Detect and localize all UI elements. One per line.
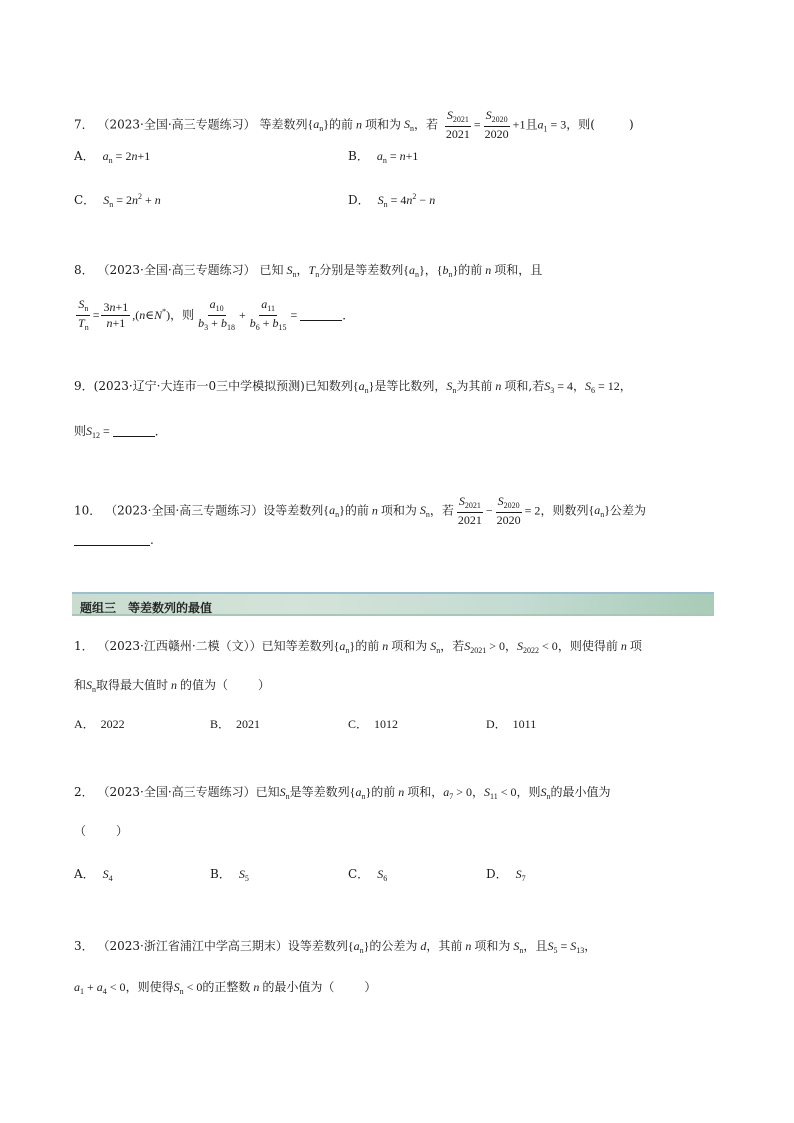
question-number: 2． (74, 785, 94, 799)
question-10: 10． （2023·全国·高三专题练习）设等差数列$\{a_n\}$的前 n 项和为 $S_n$，若 $\frac{S_{2021}}{2021}$ − $\frac{S_{2020}}{2020}$ = 2，则数列$\{a_n\}$公差为 (74, 494, 646, 527)
section-title: 题组三 等差数列的最值 (80, 601, 213, 615)
option-b[interactable]: B． $S_5$ (210, 867, 249, 883)
option-a[interactable]: A． $S_4$ (74, 867, 113, 883)
option-b[interactable]: B． $a_n = n+1$ (348, 149, 419, 165)
section-question-1-line-2: 和$S_n$取得最大值时 n 的值为（ ） (74, 678, 271, 694)
question-8: 8． （2023·全国·高三专题练习） 已知 $S_n$，$T_n$分别是等差数列$\{a_n\}$，$\{b_n\}$的前 n 项和，且 (74, 263, 543, 279)
question-number: 1． (74, 639, 94, 653)
question-source: （2023·全国·高三专题练习） (97, 785, 256, 799)
question-source: （2023·浙江省浦江中学高三期末） (97, 939, 288, 953)
math: $\{a_n\}$ (307, 117, 330, 134)
question-source: （2023·全国·高三专题练习） (97, 117, 256, 132)
option-c[interactable]: C． $S_6$ (348, 867, 388, 883)
question-number: 7． (74, 117, 94, 132)
fraction: $\frac{S_{2020}}{2020}$ (496, 494, 521, 527)
question-8-line-2: $\frac{S_n}{T_n}$ = $\frac{3n+1}{n+1}$ ,(n∈N*)，则 $\frac{a_{10}}{b_3 + b_{18}}$ + $\frac{a_{11}}{b_6 + b_{15}}$ = ． (78, 297, 355, 332)
question-9-line-2: 则$S_{12}$ = ． (74, 424, 167, 440)
option-a[interactable]: A． 2022 (74, 717, 125, 731)
question-9: 9．(2023·辽宁·大连市一0三中学模拟预测)已知数列$\{a_n\}$是等比数列，$S_n$为其前 n 项和,若$S_3 = 4$，$S_6 = 12$， (74, 379, 632, 395)
fraction: $\frac{3n+1}{n+1}$ (103, 299, 129, 330)
fraction: $\frac{a_{10}}{b_3 + b_{18}}$ (198, 297, 235, 332)
section-question-1: 1． （2023·江西赣州·二模（文））已知等差数列$\{a_n\}$的前 n 项和为 $S_n$，若$S_{2021} > 0$，$S_{2022} < 0$，则使得前 n 项 (74, 639, 642, 655)
question-number: 9． (74, 379, 94, 393)
fraction: $\frac{S_{2021}}{2021}$ (457, 494, 482, 527)
fraction: $\frac{S_{2021}}{2021}$ (445, 108, 470, 141)
math: $S_n$ (401, 117, 415, 134)
question-source: (2023·辽宁·大连市一0三中学模拟预测) (93, 379, 305, 393)
option-a[interactable]: A． $a_n = 2n+1$ (74, 149, 151, 165)
question-7: 7． （2023·全国·高三专题练习） 等差数列$\{a_n\}$的前 n 项和为 $S_n$，若 $\frac{S_{2021}}{2021}$ = $\frac{S_{2020}}{2020}$ +1且$a_1 = 3$，则( ) (74, 108, 634, 141)
option-d[interactable]: D． 1011 (486, 717, 537, 731)
fraction: $\frac{S_n}{T_n}$ (78, 297, 89, 332)
option-c[interactable]: C． 1012 (348, 717, 399, 731)
question-source: （2023·全国·高三专题练习） (105, 503, 264, 518)
option-b[interactable]: B． 2021 (210, 717, 261, 731)
question-number: 8． (74, 263, 94, 277)
answer-blank[interactable] (300, 320, 342, 321)
question-source: （2023·江西赣州·二模（文）） (97, 639, 262, 653)
answer-blank[interactable] (74, 545, 150, 546)
fraction: $\frac{S_{2020}}{2020}$ (484, 108, 509, 141)
section-question-3-line-2: $a_1 + a_4 < 0$，则使得$S_n < 0$的正整数 n 的最小值为（ ） (74, 980, 377, 996)
option-c[interactable]: C． $S_n = 2n^2 + n$ (74, 192, 161, 209)
question-number: 10． (74, 503, 102, 518)
fraction: $\frac{a_{11}}{b_6 + b_{15}}$ (249, 297, 287, 332)
option-d[interactable]: D． $S_7$ (486, 867, 526, 883)
section-question-2: 2． （2023·全国·高三专题练习）已知$S_n$是等差数列$\{a_n\}$的前 n 项和，$a_7 > 0$，$S_{11} < 0$，则$S_n$的最小值为 (74, 785, 611, 801)
question-source: （2023·全国·高三专题练习） (97, 263, 256, 277)
answer-blank[interactable] (113, 436, 155, 437)
section-question-2-line-2: （ ） (74, 824, 129, 838)
option-d[interactable]: D． $S_n = 4n^2 - n$ (348, 192, 436, 209)
section-banner (72, 592, 714, 616)
question-10-line-2: . (74, 534, 154, 546)
question-number: 3． (74, 939, 94, 953)
section-question-3: 3． （2023·浙江省浦江中学高三期末）设等差数列$\{a_n\}$的公差为 d，其前 n 项和为 $S_n$，且$S_5 = S_{13}$， (74, 939, 597, 955)
